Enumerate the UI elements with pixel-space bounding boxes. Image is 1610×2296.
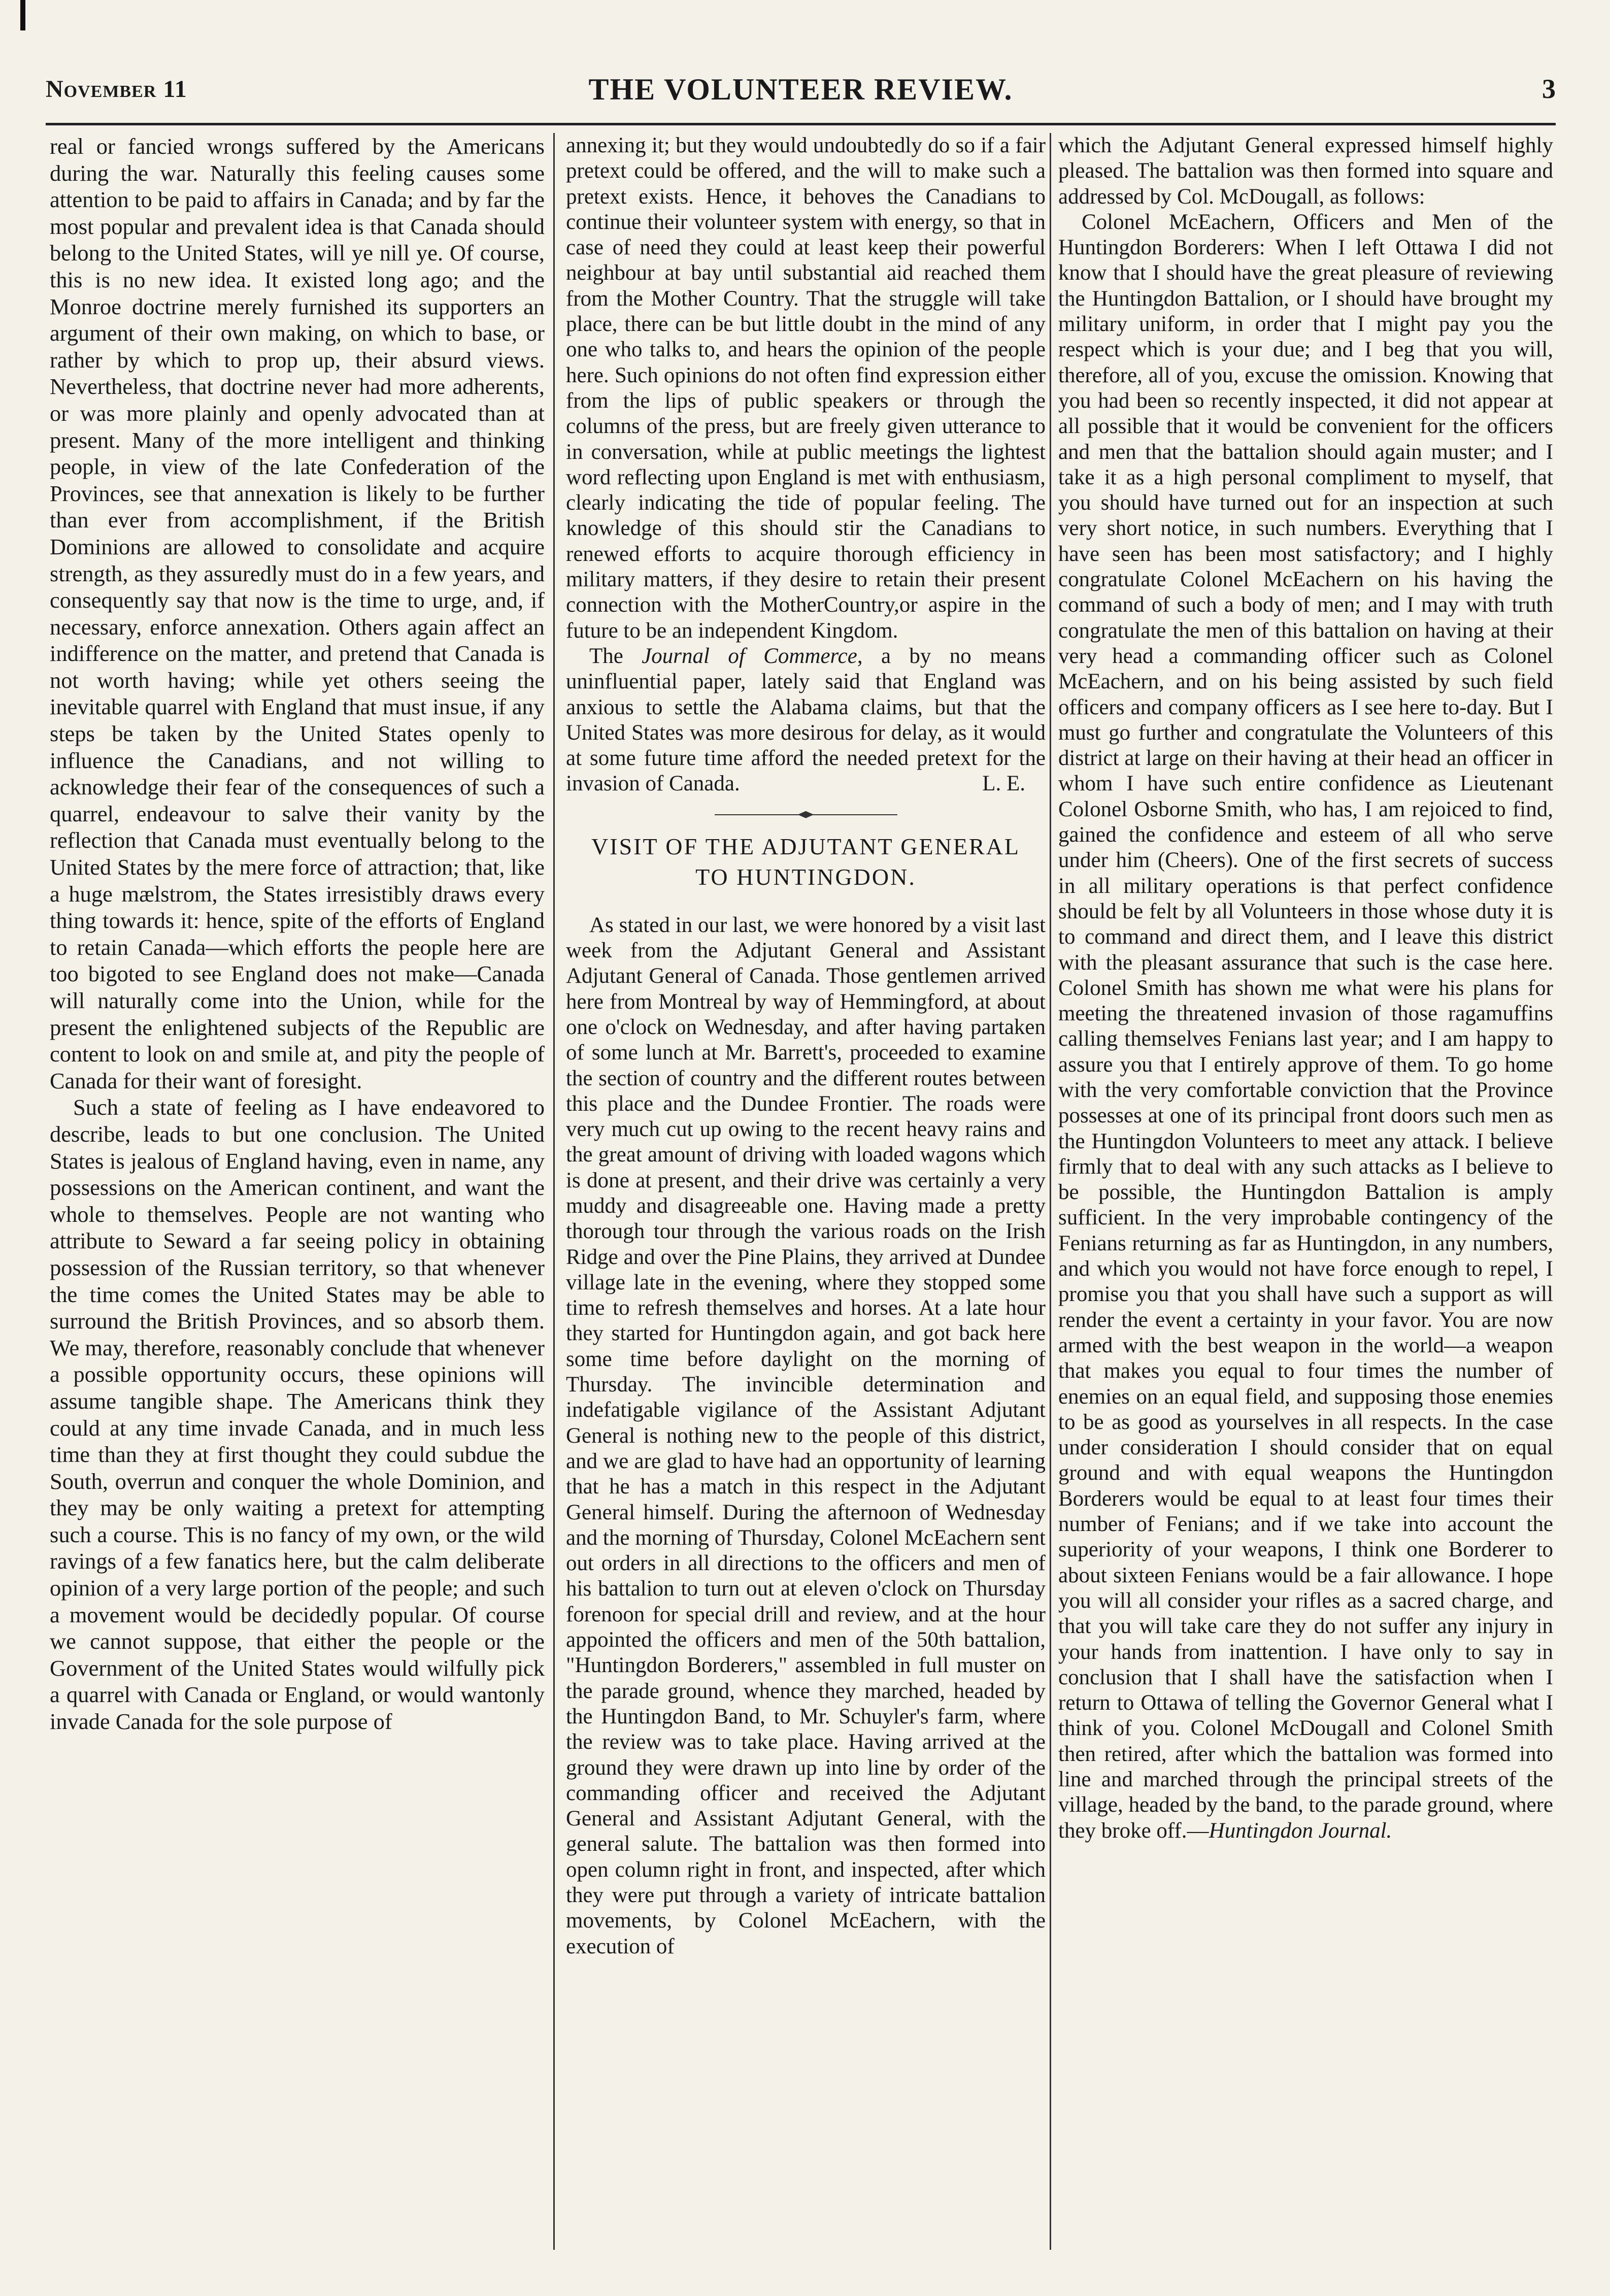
column-2-paragraph-2-pre: The	[589, 644, 642, 668]
column-1-paragraph-1: real or fancied wrongs suffered by the Americans during the war. Naturally this feeling causes some attention to be paid to affairs in Canada; and by far the most popular and prevalent idea is that Canada should belong to the United States, will ye nill ye. Of course, this is no new idea. It existed long ago; and the Monroe doctrine merely furnished its supporters an argument of their own making, on which to base, or rather by which to prop up, their absurd views. Nevertheless, that doctrine never had more adherents, or was more plainly and openly advocated than at present. Many of the more intelligent and thinking people, in view of the late Confederation of the Provinces, see that annexation is likely to be further than ever from accomplishment, if the British Dominions are allowed to consolidate and acquire strength, as they assuredly must do in a few years, and consequently say that now is the time to urge, and, if necessary, enforce annexation. Others again affect an indifference on the matter, and pretend that Canada is not worth having; while yet others seeing the inevitable quarrel with England that must insue, if any steps be taken by the United States openly to influence the Canadians, and not willing to acknowledge their fear of the consequences of such a quarrel, endeavour to salve their vanity by the reflection that Canada must eventually belong to the United States by the mere force of attraction; that, like a huge mælstrom, the States irresistibly draws every thing towards it: hence, spite of the efforts of England to retain Canada—which efforts the people here are too bigoted to see England does not make—Canada will naturally come into the Union, while for the present the enlightened subjects of the Republic are content to look on and smile at, and pity the people of Canada for their want of foresight.	[50, 134, 545, 1093]
column-1	[50, 133, 545, 2250]
page-header	[46, 75, 1556, 116]
issue-date: November 11	[46, 76, 187, 103]
article-headline	[566, 831, 1046, 892]
column-2-paragraph-3: As stated in our last, we were honored by a visit last week from the Adjutant General and Assistant Adjutant General of Canada. Those gentlemen arrived here from Montreal by way of Hemmingford, at about one o'clock on Wednesday, and after having partaken of some lunch at Mr. Barrett's, proceeded to examine the section of country and the different routes between this place and the Dundee Frontier. The roads were very much cut up owing to the recent heavy rains and the great amount of driving with loaded wagons which is done at present, and their drive was certainly a very muddy and disagreeable one. Having made a pretty thorough tour through the various roads on the Irish Ridge and over the Pine Plains, they arrived at Dundee village late in the evening, where they stopped some time to refresh themselves and horses. At a late hour they started for Huntingdon again, and got back here some time before daylight on the morning of Thursday. The invincible determination and indefatigable vigilance of the Assistant Adjutant General is nothing new to the people of this district, and we are glad to have had an opportunity of learning that he has a match in this respect in the Adjutant General himself. During the afternoon of Wednesday and the morning of Thursday, Colonel McEachern sent out orders in all directions to the officers and men of his battalion to turn out at eleven o'clock on Thursday forenoon for special drill and review, and at the hour appointed the officers and men of the 50th battalion, "Huntingdon Borderers," assembled in full muster on the parade ground, whence they marched, headed by the Huntingdon Band, to Mr. Schuyler's farm, where the review was to take place. Having arrived at the ground they were drawn up into line by order of the commanding officer and received the Adjutant General and Assistant Adjutant General, with the general salute. The battalion was then formed into open column right in front, and inspected, after which they were put through a variety of intricate battalion movements, by Colonel McEachern, with the execution of	[566, 913, 1046, 1958]
column-divider-2	[1050, 133, 1051, 2250]
speech-text: Colonel McEachern, Officers and Men of the Huntingdon Borderers: When I left Ottawa I did not know that I should have the great pleasure of reviewing the Huntingdon Battalion, or I should have brought my military uniform, in order that I might pay you the respect which is your due; and I beg that you will, therefore, all of you, excuse the omission. Knowing that you had been so recently inspected, it did not appear at all possible that it would be convenient for the officers and men that the battalion should again muster; and I take it as a high personal compliment to myself, that you should have turned out for an inspection at such very short notice, in such numbers. Everything that I have seen has been most satisfactory; and I highly congratulate Colonel McEachern on his having the command of such a body of men; and I may with truth congratulate the men of this battalion on having at their very head a commanding officer such as Colonel McEachern, and on his being assisted by such field officers and company officers as I see here to-day. But I must go further and congratulate the Volunteers of this district at large on their having at their head an officer in whom I have such entire confidence as Lieutenant Colonel Osborne Smith, who has, I am rejoiced to find, gained the confidence and esteem of all who serve under him (Cheers). One of the first secrets of success in all military operations is that perfect confidence should be felt by all Volunteers in those whose duty it is to command and direct them, and I leave this district with the pleasant assurance that such is the case here. Colonel Smith has shown me what were his plans for meeting the threatened invasion of those ragamuffins calling themselves Fenians last year; and I am happy to assure you that I entirely approve of them. To go home with the very comfortable conviction that the Province possesses at one of its principal front doors such men as the Huntingdon Volunteers to meet any attack. I believe firmly that to deal with any such attacks as I believe to be possible, the Huntingdon Battalion is amply sufficient. In the very improbable contingency of the Fenians returning as far as Huntingdon, in any numbers, and which you would not have force enough to repel, I promise you that you shall have such a support as will render the event a certainty in your favor. You are now armed with the best weapon in the world—a weapon that makes you equal to four times the number of enemies on an equal field, and supposing those enemies to be as good as yourselves in all respects. In the case under consideration I should consider that on equal ground and with equal weapons the Huntingdon Borderers would be equal to at least four times their number of Fenians; and if we take into account the superiority of your weapons, I think one Borderer to about sixteen Fenians would be a fair allowance. I hope you will all consider your rifles as a sacred charge, and that you will take care they do not suffer any injury in your hands from inattention. I have only to say in conclusion that I shall have the satisfaction when I return to Ottawa of telling the Governor General what I think of you. Colonel McDougall and Colonel Smith then retired, after which the battalion was formed into line and marched through the principal streets of the village, headed by the band, to the parade ground, where they broke off.—	[1058, 210, 1553, 1843]
headline-line-1: VISIT OF THE ADJUTANT GENERAL	[591, 833, 1020, 859]
column-3	[1058, 133, 1553, 2250]
column-3-paragraph-2	[1058, 210, 1553, 1844]
section-separator	[715, 811, 897, 818]
letter-signature: L. E.	[982, 772, 1025, 796]
header-rule	[46, 123, 1556, 125]
column-3-paragraph-1: which the Adjutant General expressed himself highly pleased. The battalion was then formed into square and addressed by Col. McDougall, as follows:	[1058, 134, 1553, 209]
column-divider-1	[553, 133, 555, 2250]
column-2	[566, 133, 1046, 2250]
column-2-paragraph-2-post: , a by no means uninfluential paper, lately said that England was anxious to settle the Alabama claims, but that the United States was more desirous for delay, as it would at some future time afford the needed pretext for the invasion of Canada.	[566, 644, 1046, 796]
column-1-paragraph-2: Such a state of feeling as I have endeavored to describe, leads to but one conclusion. The United States is jealous of England having, even in name, any possessions on the American continent, and want the whole to themselves. People are not wanting who attribute to Seward a far seeing policy in obtaining possession of the Russian territory, so that whenever the time comes the United States may be able to surround the British Provinces, and so absorb them. We may, therefore, reasonably conclude that whenever a possible opportunity occurs, these opinions will assume tangible shape. The Americans think they could at any time invade Canada, and in much less time than they at first thought they could subdue the South, overrun and conquer the whole Dominion, and they may be only waiting a pretext for attempting such a course. This is no fancy of my own, or the wild ravings of a few fanatics here, but the calm deliberate opinion of a very large portion of the people; and such a movement would be decidedly popular. Of course we cannot suppose, that either the people or the Government of the United States would wilfully pick a quarrel with Canada or England, or would wantonly invade Canada for the sole purpose of	[50, 1094, 545, 1735]
headline-line-2: TO HUNTINGDON.	[695, 863, 916, 890]
source-credit: Huntingdon Journal.	[1209, 1818, 1392, 1843]
journal-of-commerce-title: Journal of Commerce	[642, 644, 857, 668]
margin-mark	[20, 0, 25, 30]
page-number: 3	[1542, 74, 1556, 104]
column-2-paragraph-1: annexing it; but they would undoubtedly do so if a fair pretext could be offered, and the will to make such a pretext exists. Hence, it behoves the Canadians to continue their volunteer system with energy, so that in case of need they could at least keep their powerful neighbour at bay until substantial aid reached them from the Mother Country. That the struggle will take place, there can be but little doubt in the mind of any one who talks to, and hears the opinion of the people here. Such opinions do not often find expression either from the lips of public speakers or through the columns of the press, but are freely given utterance to in conversation, while at public meetings the lightest word reflecting upon England is met with enthusiasm, clearly indicating the tide of popular feeling. The knowledge of this should stir the Canadians to renewed efforts to acquire thorough efficiency in military matters, if they desire to retain their present connection with the MotherCountry,or aspire in the future to be an independent Kingdom.	[566, 134, 1046, 643]
column-2-paragraph-2	[566, 644, 1046, 797]
newspaper-title: THE VOLUNTEER REVIEW.	[588, 73, 1013, 106]
